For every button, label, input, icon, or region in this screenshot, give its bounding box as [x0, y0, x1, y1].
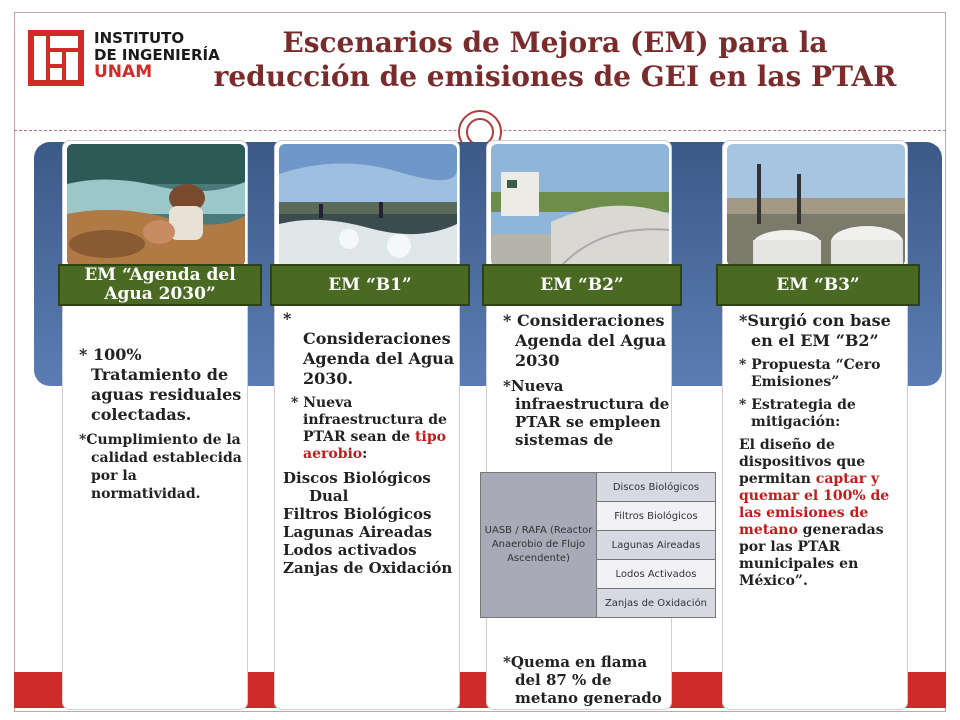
anaerobic-process-table: [480, 472, 716, 618]
process-discos-biologicos: Discos Biológicos Dual: [283, 469, 431, 505]
table-row-lodos: Lodos Activados: [597, 560, 716, 589]
table-row-lagunas: Lagunas Aireadas: [597, 531, 716, 560]
photo-biogas-tanks: [727, 144, 905, 266]
logo-line-1: INSTITUTO: [94, 29, 185, 47]
column-4-body: [731, 311, 909, 596]
label-1-line-1: EM “Agenda del: [84, 265, 236, 285]
column-4-item-3: * Estrategia de mitigación:: [739, 397, 856, 430]
label-2-text: EM “B1”: [328, 274, 412, 295]
label-em-b2: [482, 264, 682, 306]
process-lodos-activados: Lodos activados: [283, 541, 417, 559]
column-4-item-4-end: generadas por las PTAR municipales en México”.: [739, 522, 884, 589]
column-2-item-1-star: *: [283, 309, 292, 328]
uasb-rafa-cell: UASB / RAFA (Reactor Anaerobio de Flujo Ascendente): [481, 473, 597, 618]
column-4-item-4: [731, 437, 909, 590]
column-3-item-2: *Nueva infraestructura de PTAR se empleen sistemas de: [503, 377, 670, 449]
column-4-item-2: * Propuesta “Cero Emisiones”: [739, 357, 881, 390]
column-4-item-4-text: El diseño de dispositivos que permitan: [739, 437, 866, 487]
table-row-zanjas: Zanjas de Oxidación: [597, 589, 716, 618]
title-line-1: Escenarios de Mejora (EM) para la: [282, 26, 828, 59]
column-1-body: [71, 345, 245, 509]
photo-aeration-tank: [279, 144, 457, 266]
photo-river-woman: [67, 144, 245, 266]
table-row-discos: Discos Biológicos: [597, 473, 716, 502]
column-b3: [722, 140, 908, 710]
title-line-2: reducción de emisiones de GEI en las PTAR: [213, 60, 897, 93]
column-1-item-2: *Cumplimiento de la calidad establecida por la normatividad.: [79, 432, 242, 502]
capture-burn-highlight: captar y quemar el 100% de las emisiones de metano: [739, 471, 890, 538]
photo-digester-plant: [491, 144, 669, 266]
logo-line-3: UNAM: [94, 62, 153, 82]
logo-line-2: DE INGENIERÍA: [94, 46, 220, 64]
aerobic-process-list: [283, 469, 459, 577]
label-em-b3: [716, 264, 920, 306]
column-2-item-2-colon: :: [362, 446, 368, 462]
column-2-item-2: [283, 395, 459, 463]
label-em-b1: [270, 264, 470, 306]
column-4-item-1: *Surgió con base en el EM “B2”: [739, 311, 891, 350]
label-em-agenda-2030: [58, 264, 262, 306]
aerobic-type-highlight: tipo aerobio: [303, 429, 446, 462]
column-1-item-1: * 100% Tratamiento de aguas residuales colectadas.: [79, 345, 242, 424]
slide-title: [190, 26, 920, 94]
column-b2: [486, 140, 672, 710]
ii-unam-logo-icon: [28, 30, 84, 86]
column-3-footer: [495, 653, 671, 713]
table-row-filtros: Filtros Biológicos: [597, 502, 716, 531]
column-2-item-2-text: * Nueva infraestructura de PTAR sean de: [291, 395, 447, 445]
column-3-item-1: * Consideraciones Agenda del Agua 2030: [503, 311, 667, 370]
label-4-text: EM “B3”: [776, 274, 860, 295]
column-2-body: [283, 309, 459, 577]
process-filtros-biologicos: Filtros Biológicos: [283, 505, 432, 523]
label-3-text: EM “B2”: [540, 274, 624, 295]
column-3-body: [495, 311, 671, 455]
column-2-item-1: Consideraciones Agenda del Agua 2030.: [303, 329, 455, 388]
column-3-item-3: *Quema en flama del 87 % de metano generado: [503, 653, 662, 707]
process-lagunas-aireadas: Lagunas Aireadas: [283, 523, 433, 541]
process-zanjas-oxidacion: Zanjas de Oxidación: [283, 559, 453, 577]
column-b1: [274, 140, 460, 710]
label-1-line-2: Agua 2030”: [104, 284, 216, 304]
column-agenda-2030: [62, 140, 248, 710]
